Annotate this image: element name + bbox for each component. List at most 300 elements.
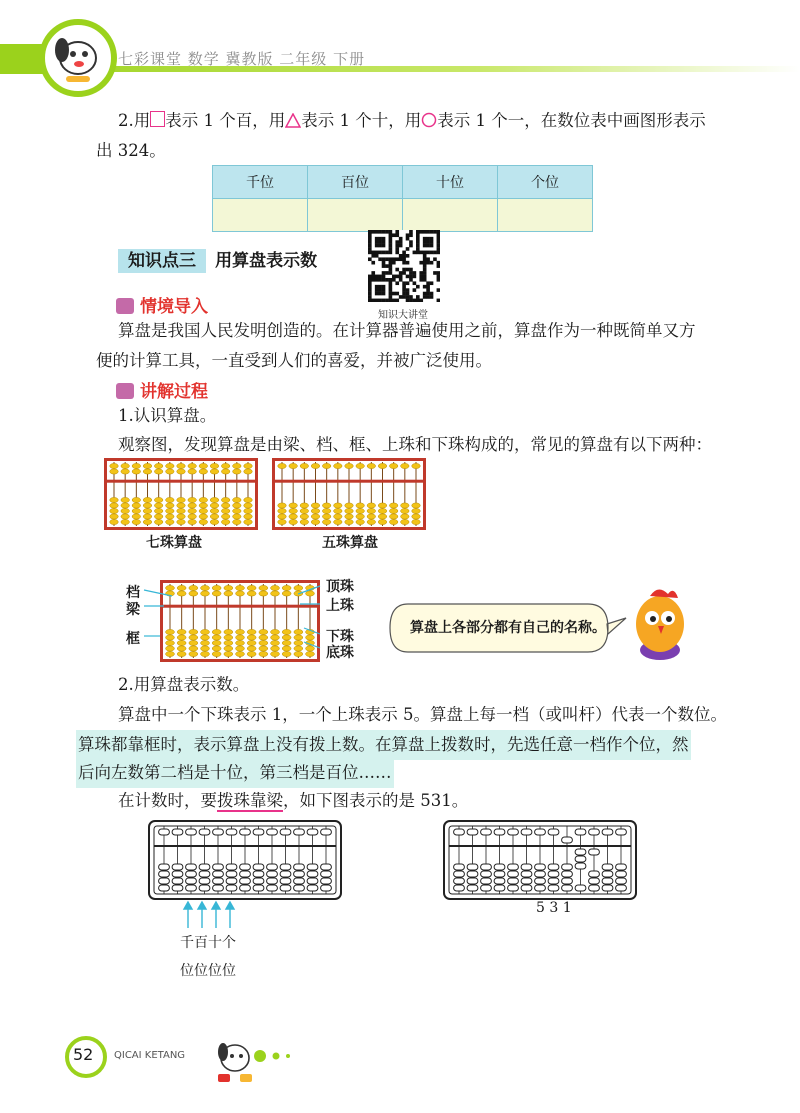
upper-bead bbox=[121, 469, 129, 474]
lower-bead bbox=[213, 864, 224, 870]
knowledge-point-tag: 知识点三 bbox=[118, 249, 206, 273]
lower-bead bbox=[602, 885, 613, 891]
upper-bead bbox=[110, 469, 118, 474]
explain-item-2-text-4 bbox=[118, 786, 468, 816]
abacus-beam bbox=[275, 480, 423, 483]
upper-bead bbox=[110, 463, 118, 468]
q2-text-c: 表示 1 个十，用 bbox=[301, 111, 422, 130]
lower-bead bbox=[616, 878, 627, 884]
seven-bead-label: 七珠算盘 bbox=[146, 535, 202, 551]
upper-bead bbox=[378, 463, 386, 468]
lower-bead bbox=[307, 885, 318, 891]
lower-bead bbox=[199, 871, 210, 877]
lower-bead bbox=[401, 508, 409, 513]
lower-bead bbox=[508, 878, 519, 884]
upper-bead bbox=[412, 463, 420, 468]
upper-bead bbox=[143, 469, 151, 474]
lower-bead bbox=[481, 871, 492, 877]
lower-bead bbox=[172, 864, 183, 870]
upper-bead bbox=[616, 829, 627, 835]
lower-bead bbox=[322, 508, 330, 513]
q2-text-a: 2.用 bbox=[118, 111, 151, 130]
lower-bead bbox=[166, 519, 174, 524]
upper-bead bbox=[210, 469, 218, 474]
lower-bead bbox=[378, 514, 386, 519]
lower-bead bbox=[294, 885, 305, 891]
lower-bead bbox=[548, 885, 559, 891]
place-header-ones: 个位 bbox=[498, 166, 593, 199]
lower-bead bbox=[334, 519, 342, 524]
upper-bead bbox=[213, 829, 224, 835]
lower-bead bbox=[267, 885, 278, 891]
lower-bead bbox=[221, 508, 229, 513]
upper-bead bbox=[562, 837, 573, 843]
part-label-dang: 档 bbox=[126, 585, 140, 601]
lower-bead bbox=[454, 871, 465, 877]
lower-bead bbox=[589, 871, 600, 877]
lower-bead bbox=[253, 885, 264, 891]
lower-bead bbox=[294, 878, 305, 884]
lower-bead bbox=[172, 878, 183, 884]
lower-bead bbox=[356, 503, 364, 508]
lower-bead bbox=[307, 871, 318, 877]
question-2-line1 bbox=[118, 106, 706, 136]
lower-bead bbox=[548, 878, 559, 884]
lower-bead bbox=[244, 508, 252, 513]
footer-dots bbox=[252, 1046, 298, 1066]
upper-bead bbox=[401, 463, 409, 468]
megaphone-icon bbox=[116, 383, 134, 399]
lower-bead bbox=[334, 508, 342, 513]
lower-bead bbox=[226, 885, 237, 891]
lower-bead bbox=[226, 864, 237, 870]
keyword-boku: 拨珠靠梁 bbox=[217, 791, 283, 810]
part-label-bottom: 底珠 bbox=[326, 645, 354, 661]
lower-bead bbox=[159, 871, 170, 877]
circle-icon bbox=[421, 112, 437, 128]
place-cell-hundreds[interactable] bbox=[308, 199, 403, 232]
explain-item-2-text-1: 算盘中一个下珠表示 1，一个上珠表示 5。算盘上每一档（或叫杆）代表一个数位。 bbox=[118, 705, 727, 724]
lower-bead bbox=[240, 885, 251, 891]
lower-bead bbox=[213, 871, 224, 877]
explain-item-2: 2.用算盘表示数。 bbox=[118, 675, 250, 694]
upper-bead bbox=[186, 829, 197, 835]
upper-bead bbox=[508, 829, 519, 835]
lower-bead bbox=[389, 519, 397, 524]
upper-bead bbox=[321, 829, 332, 835]
lower-bead bbox=[143, 519, 151, 524]
triangle-icon bbox=[285, 113, 301, 128]
place-header-hundreds: 百位 bbox=[308, 166, 403, 199]
lower-bead bbox=[454, 878, 465, 884]
lower-bead bbox=[221, 519, 229, 524]
lower-bead bbox=[188, 519, 196, 524]
lower-bead bbox=[199, 503, 207, 508]
upper-bead bbox=[535, 829, 546, 835]
explain-item-2-text-3: 后向左数第二档是十位，第三档是百位…… bbox=[76, 758, 394, 788]
lower-bead bbox=[589, 849, 600, 855]
lower-bead bbox=[154, 508, 162, 513]
place-cell-thousands[interactable] bbox=[213, 199, 308, 232]
header-title: 七彩课堂 数学 冀教版 二年级 下册 bbox=[118, 50, 366, 68]
lower-bead bbox=[401, 519, 409, 524]
lower-bead bbox=[132, 514, 140, 519]
lower-bead bbox=[508, 871, 519, 877]
upper-bead bbox=[278, 463, 286, 468]
lower-bead bbox=[535, 871, 546, 877]
explain-item-2-text-2: 算珠都靠框时，表示算盘上没有拨上数。在算盘上拨数时，先选任意一档作个位，然 bbox=[76, 730, 691, 760]
lower-bead bbox=[294, 864, 305, 870]
lower-bead bbox=[143, 497, 151, 502]
lower-bead bbox=[575, 885, 586, 891]
lower-bead bbox=[199, 497, 207, 502]
lower-bead bbox=[280, 871, 291, 877]
lower-bead bbox=[240, 878, 251, 884]
lower-bead bbox=[508, 885, 519, 891]
lower-bead bbox=[575, 856, 586, 862]
lower-bead bbox=[221, 503, 229, 508]
lower-bead bbox=[278, 508, 286, 513]
lower-bead bbox=[253, 871, 264, 877]
q2-text-d: 表示 1 个一，在数位表中画图形表示 bbox=[437, 111, 706, 130]
part-label-kuang: 框 bbox=[126, 631, 140, 647]
lower-bead bbox=[378, 519, 386, 524]
qr-caption: 知识大讲堂 bbox=[378, 310, 428, 321]
lower-bead bbox=[132, 508, 140, 513]
lower-bead bbox=[494, 864, 505, 870]
megaphone-icon bbox=[116, 298, 134, 314]
upper-bead bbox=[226, 829, 237, 835]
upper-bead bbox=[322, 463, 330, 468]
lower-bead bbox=[289, 503, 297, 508]
upper-bead bbox=[575, 829, 586, 835]
lower-bead bbox=[378, 508, 386, 513]
upper-bead bbox=[221, 469, 229, 474]
place-labels-bottom: 位位位位 bbox=[180, 963, 236, 979]
place-arrows bbox=[180, 900, 240, 930]
lower-bead bbox=[494, 871, 505, 877]
lower-bead bbox=[311, 514, 319, 519]
text-4-c: ，如下图表示的是 531。 bbox=[283, 791, 469, 810]
part-label-liang: 梁 bbox=[126, 602, 140, 618]
lower-bead bbox=[244, 514, 252, 519]
upper-bead bbox=[481, 829, 492, 835]
lower-bead bbox=[166, 508, 174, 513]
lower-bead bbox=[412, 503, 420, 508]
upper-bead bbox=[253, 829, 264, 835]
lower-bead bbox=[210, 508, 218, 513]
lower-bead bbox=[154, 514, 162, 519]
speech-bubble-text: 算盘上各部分都有自己的名称。 bbox=[410, 620, 606, 636]
lower-bead bbox=[322, 503, 330, 508]
footer-brand: QICAI KETANG bbox=[114, 1050, 186, 1061]
lower-bead bbox=[356, 514, 364, 519]
upper-bead bbox=[244, 469, 252, 474]
upper-bead bbox=[356, 463, 364, 468]
lower-bead bbox=[240, 864, 251, 870]
lower-bead bbox=[454, 864, 465, 870]
upper-bead bbox=[233, 469, 241, 474]
part-label-upper: 上珠 bbox=[326, 598, 354, 614]
lower-bead bbox=[199, 508, 207, 513]
upper-bead bbox=[345, 463, 353, 468]
lower-bead bbox=[367, 508, 375, 513]
upper-bead bbox=[154, 463, 162, 468]
upper-bead bbox=[267, 829, 278, 835]
lower-bead bbox=[300, 519, 308, 524]
lower-bead bbox=[345, 508, 353, 513]
lower-bead bbox=[110, 503, 118, 508]
upper-bead bbox=[177, 463, 185, 468]
lower-bead bbox=[210, 514, 218, 519]
lower-bead bbox=[233, 508, 241, 513]
lower-bead bbox=[188, 508, 196, 513]
upper-bead bbox=[389, 463, 397, 468]
knowledge-point-heading bbox=[118, 246, 317, 271]
lower-bead bbox=[521, 885, 532, 891]
text-4-a: 在计数时，要 bbox=[118, 791, 217, 810]
lower-bead bbox=[244, 497, 252, 502]
lower-bead bbox=[159, 864, 170, 870]
place-cell-tens[interactable] bbox=[403, 199, 498, 232]
lower-bead bbox=[110, 519, 118, 524]
lower-bead bbox=[367, 514, 375, 519]
lower-bead bbox=[289, 514, 297, 519]
lower-bead bbox=[121, 497, 129, 502]
lower-bead bbox=[494, 885, 505, 891]
lower-bead bbox=[548, 864, 559, 870]
lower-bead bbox=[177, 514, 185, 519]
lower-bead bbox=[300, 514, 308, 519]
lower-bead bbox=[307, 878, 318, 884]
lower-bead bbox=[226, 878, 237, 884]
explain-item-1-text: 观察图，发现算盘是由梁、档、框、上珠和下珠构成的，常见的算盘有以下两种： bbox=[118, 435, 712, 454]
lower-bead bbox=[267, 871, 278, 877]
upper-bead bbox=[188, 469, 196, 474]
lower-bead bbox=[389, 514, 397, 519]
lower-bead bbox=[210, 519, 218, 524]
lower-bead bbox=[467, 878, 478, 884]
explain-heading-text: 讲解过程 bbox=[140, 382, 208, 402]
lower-bead bbox=[210, 497, 218, 502]
lower-bead bbox=[494, 878, 505, 884]
upper-bead bbox=[121, 463, 129, 468]
upper-bead bbox=[143, 463, 151, 468]
lower-bead bbox=[562, 871, 573, 877]
lower-bead bbox=[177, 508, 185, 513]
upper-bead bbox=[280, 829, 291, 835]
five-bead-label: 五珠算盘 bbox=[322, 535, 378, 551]
lower-bead bbox=[345, 503, 353, 508]
lower-bead bbox=[177, 503, 185, 508]
lower-bead bbox=[154, 519, 162, 524]
lower-bead bbox=[481, 885, 492, 891]
lower-bead bbox=[602, 878, 613, 884]
lower-bead bbox=[300, 508, 308, 513]
lower-bead bbox=[166, 503, 174, 508]
lower-bead bbox=[345, 519, 353, 524]
lower-bead bbox=[300, 503, 308, 508]
lower-bead bbox=[278, 514, 286, 519]
intro-heading bbox=[116, 292, 208, 317]
lower-bead bbox=[521, 864, 532, 870]
upper-bead bbox=[188, 463, 196, 468]
lower-bead bbox=[233, 514, 241, 519]
upper-bead bbox=[240, 829, 251, 835]
lower-bead bbox=[177, 497, 185, 502]
part-label-lower: 下珠 bbox=[326, 629, 354, 645]
lower-bead bbox=[481, 878, 492, 884]
mascot-logo-icon bbox=[38, 18, 118, 98]
seven-bead-abacus bbox=[104, 458, 258, 530]
lower-bead bbox=[154, 497, 162, 502]
lower-bead bbox=[575, 863, 586, 869]
q2-text-b: 表示 1 个百，用 bbox=[165, 111, 286, 130]
lower-bead bbox=[548, 871, 559, 877]
upper-bead bbox=[589, 829, 600, 835]
explain-heading bbox=[116, 377, 208, 402]
lower-bead bbox=[177, 519, 185, 524]
lower-bead bbox=[289, 508, 297, 513]
lower-bead bbox=[334, 514, 342, 519]
lower-bead bbox=[110, 497, 118, 502]
upper-bead bbox=[294, 829, 305, 835]
lower-bead bbox=[454, 885, 465, 891]
square-icon bbox=[150, 111, 165, 127]
lower-bead bbox=[110, 508, 118, 513]
lower-bead bbox=[535, 885, 546, 891]
lower-bead bbox=[367, 519, 375, 524]
question-2-line2: 出 324。 bbox=[96, 141, 166, 160]
intro-text-2: 便的计算工具，一直受到人们的喜爱，并被广泛使用。 bbox=[96, 351, 492, 370]
lower-bead bbox=[508, 864, 519, 870]
lower-bead bbox=[562, 864, 573, 870]
lower-bead bbox=[221, 497, 229, 502]
lower-bead bbox=[199, 519, 207, 524]
lower-bead bbox=[616, 871, 627, 877]
page-number: 52 bbox=[73, 1045, 94, 1064]
lower-bead bbox=[233, 497, 241, 502]
upper-bead bbox=[199, 469, 207, 474]
lower-bead bbox=[412, 519, 420, 524]
lower-bead bbox=[322, 514, 330, 519]
lower-bead bbox=[210, 503, 218, 508]
lower-bead bbox=[467, 864, 478, 870]
lower-bead bbox=[321, 878, 332, 884]
lower-bead bbox=[401, 514, 409, 519]
lower-bead bbox=[253, 864, 264, 870]
lower-bead bbox=[213, 878, 224, 884]
lower-bead bbox=[280, 885, 291, 891]
upper-bead bbox=[233, 463, 241, 468]
empty-abacus bbox=[148, 820, 342, 900]
lower-bead bbox=[412, 508, 420, 513]
lower-bead bbox=[121, 519, 129, 524]
lower-bead bbox=[367, 503, 375, 508]
lower-bead bbox=[186, 871, 197, 877]
lower-bead bbox=[143, 503, 151, 508]
lower-bead bbox=[240, 871, 251, 877]
intro-text-1: 算盘是我国人民发明创造的。在计算器普遍使用之前，算盘作为一种既简单又方 bbox=[118, 321, 696, 340]
lower-bead bbox=[233, 519, 241, 524]
lower-bead bbox=[289, 519, 297, 524]
upper-bead bbox=[199, 829, 210, 835]
upper-bead bbox=[494, 829, 505, 835]
upper-bead bbox=[159, 829, 170, 835]
qr-code-icon[interactable] bbox=[368, 230, 440, 302]
lower-bead bbox=[110, 514, 118, 519]
lower-bead bbox=[589, 878, 600, 884]
lower-bead bbox=[221, 514, 229, 519]
lower-bead bbox=[280, 878, 291, 884]
lower-bead bbox=[535, 878, 546, 884]
lower-bead bbox=[132, 519, 140, 524]
lower-bead bbox=[121, 514, 129, 519]
lower-bead bbox=[602, 864, 613, 870]
intro-heading-text: 情境导入 bbox=[140, 297, 208, 317]
lower-bead bbox=[616, 885, 627, 891]
upper-bead bbox=[166, 469, 174, 474]
upper-bead bbox=[334, 463, 342, 468]
lower-bead bbox=[244, 503, 252, 508]
lower-bead bbox=[562, 878, 573, 884]
lower-bead bbox=[389, 503, 397, 508]
lower-bead bbox=[121, 508, 129, 513]
lower-bead bbox=[467, 871, 478, 877]
lower-bead bbox=[121, 503, 129, 508]
number-531-label: 5 3 1 bbox=[536, 900, 572, 916]
lower-bead bbox=[311, 503, 319, 508]
lower-bead bbox=[244, 519, 252, 524]
place-header-thousands: 千位 bbox=[213, 166, 308, 199]
lower-bead bbox=[226, 871, 237, 877]
abacus-beam bbox=[107, 480, 255, 483]
lower-bead bbox=[154, 503, 162, 508]
lower-bead bbox=[294, 871, 305, 877]
abacus-531 bbox=[443, 820, 637, 900]
upper-bead bbox=[244, 463, 252, 468]
lower-bead bbox=[321, 885, 332, 891]
lower-bead bbox=[345, 514, 353, 519]
lower-bead bbox=[334, 503, 342, 508]
place-labels-top: 千百十个 bbox=[180, 935, 236, 951]
lower-bead bbox=[159, 885, 170, 891]
lower-bead bbox=[401, 503, 409, 508]
lower-bead bbox=[602, 871, 613, 877]
lower-bead bbox=[616, 864, 627, 870]
upper-bead bbox=[454, 829, 465, 835]
lower-bead bbox=[188, 514, 196, 519]
lower-bead bbox=[213, 885, 224, 891]
lower-bead bbox=[186, 864, 197, 870]
lower-bead bbox=[389, 508, 397, 513]
lower-bead bbox=[166, 514, 174, 519]
lower-bead bbox=[267, 878, 278, 884]
lower-bead bbox=[521, 871, 532, 877]
lower-bead bbox=[233, 503, 241, 508]
lower-bead bbox=[467, 885, 478, 891]
upper-bead bbox=[467, 829, 478, 835]
lower-bead bbox=[575, 849, 586, 855]
lower-bead bbox=[356, 508, 364, 513]
place-cell-ones[interactable] bbox=[498, 199, 593, 232]
lower-bead bbox=[188, 503, 196, 508]
upper-bead bbox=[221, 463, 229, 468]
place-header-tens: 十位 bbox=[403, 166, 498, 199]
lower-bead bbox=[535, 864, 546, 870]
lower-bead bbox=[166, 497, 174, 502]
upper-bead bbox=[521, 829, 532, 835]
